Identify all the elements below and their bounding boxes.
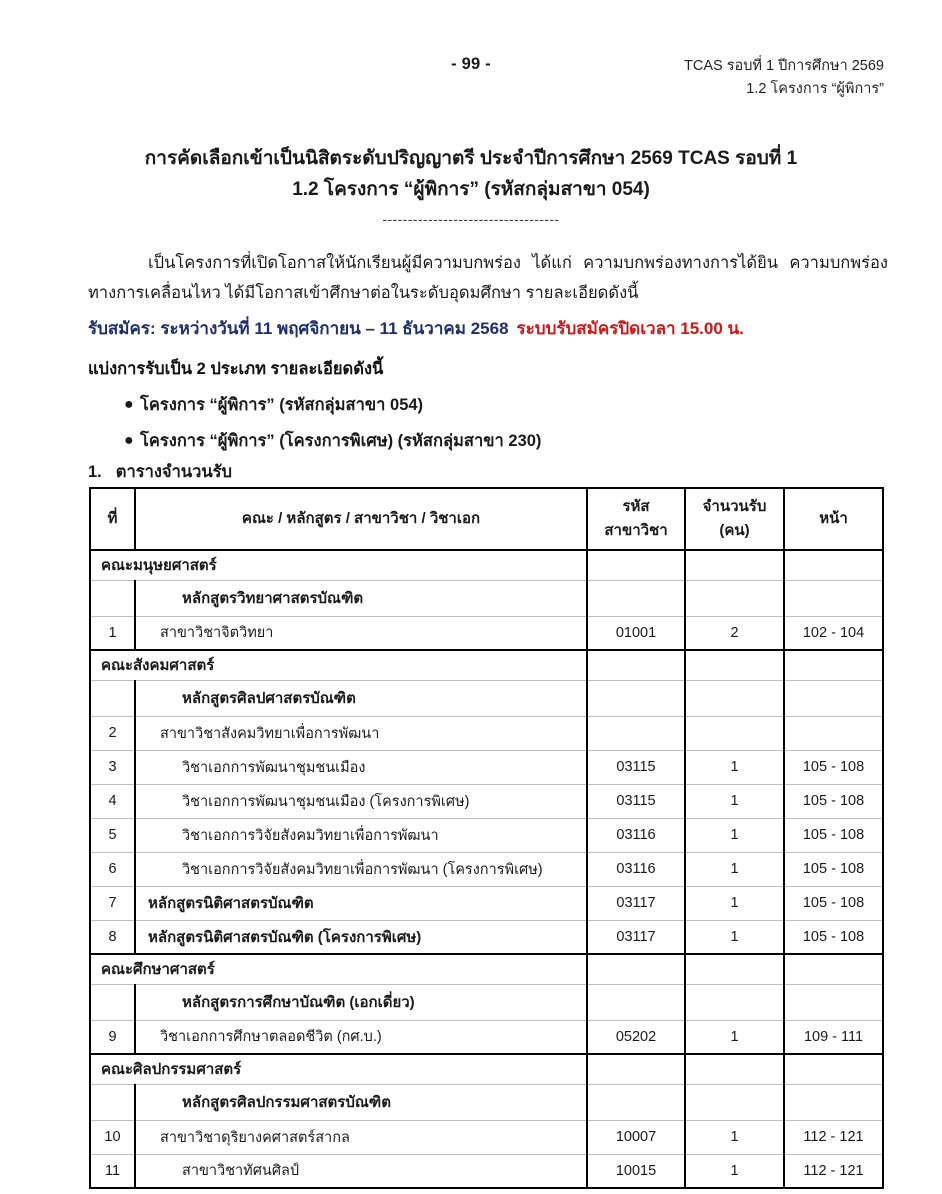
table-cell-name: หลักสูตรการศึกษาบัณฑิต (เอกเดี่ยว) bbox=[135, 984, 587, 1020]
page-number: - 99 - bbox=[451, 55, 491, 73]
column-header-code-line1: รหัส bbox=[622, 498, 650, 515]
column-header-code bbox=[587, 488, 685, 550]
table-row bbox=[90, 886, 883, 920]
table-cell-code bbox=[587, 1054, 685, 1084]
table-cell-code: 03117 bbox=[587, 886, 685, 920]
table-cell-page: 102 - 104 bbox=[784, 616, 883, 650]
table-row bbox=[90, 716, 883, 750]
quota-table bbox=[89, 487, 884, 1189]
table-cell-seats: 1 bbox=[685, 784, 784, 818]
table-cell-seats: 1 bbox=[685, 818, 784, 852]
list-item bbox=[88, 390, 888, 420]
running-header-right bbox=[684, 55, 884, 101]
table-cell-name: หลักสูตรนิติศาสตรบัณฑิต bbox=[135, 886, 587, 920]
table-cell-name: วิชาเอกการวิจัยสังคมวิทยาเพื่อการพัฒนา (โครงการพิเศษ) bbox=[135, 852, 587, 886]
table-cell-page bbox=[784, 954, 883, 984]
table-cell-name: วิชาเอกการพัฒนาชุมชนเมือง (โครงการพิเศษ) bbox=[135, 784, 587, 818]
table-cell-no: 11 bbox=[90, 1154, 135, 1188]
table-cell-code bbox=[587, 580, 685, 616]
list-item bbox=[88, 426, 888, 456]
table-row bbox=[90, 852, 883, 886]
table-cell-page: 105 - 108 bbox=[784, 818, 883, 852]
table-row bbox=[90, 680, 883, 716]
table-cell-code bbox=[587, 984, 685, 1020]
table-cell-seats bbox=[685, 550, 784, 580]
registration-close-time: ระบบรับสมัครปิดเวลา 15.00 น. bbox=[516, 319, 744, 338]
table-row bbox=[90, 550, 883, 580]
table-cell-code: 10007 bbox=[587, 1120, 685, 1154]
table-cell-page bbox=[784, 1084, 883, 1120]
table-header-row bbox=[90, 488, 883, 550]
column-header-code-line2: สาขาวิชา bbox=[604, 522, 668, 539]
table-cell-seats bbox=[685, 680, 784, 716]
table-cell-page: 112 - 121 bbox=[784, 1154, 883, 1188]
faculty-name-cell: คณะศิลปกรรมศาสตร์ bbox=[90, 1054, 587, 1084]
table-cell-name: หลักสูตรศิลปศาสตรบัณฑิต bbox=[135, 680, 587, 716]
table-cell-page: 105 - 108 bbox=[784, 920, 883, 954]
table-cell-seats: 1 bbox=[685, 1154, 784, 1188]
table-cell-page bbox=[784, 550, 883, 580]
table-cell-no: 4 bbox=[90, 784, 135, 818]
document-title bbox=[0, 143, 942, 205]
table-cell-seats bbox=[685, 1084, 784, 1120]
running-header-line1: TCAS รอบที่ 1 ปีการศึกษา 2569 bbox=[684, 58, 884, 74]
table-cell-no: 2 bbox=[90, 716, 135, 750]
table-cell-no bbox=[90, 1084, 135, 1120]
table-cell-no: 7 bbox=[90, 886, 135, 920]
column-header-page: หน้า bbox=[784, 488, 883, 550]
table-header bbox=[90, 488, 883, 550]
column-header-seats-line2: (คน) bbox=[719, 522, 750, 539]
table-row bbox=[90, 1084, 883, 1120]
faculty-name-cell: คณะมนุษยศาสตร์ bbox=[90, 550, 587, 580]
table-cell-code: 10015 bbox=[587, 1154, 685, 1188]
table-cell-page bbox=[784, 716, 883, 750]
table-cell-code: 03116 bbox=[587, 818, 685, 852]
table-cell-name: สาขาวิชาทัศนศิลป์ bbox=[135, 1154, 587, 1188]
bullet-icon: ● bbox=[124, 396, 134, 413]
table-cell-no: 3 bbox=[90, 750, 135, 784]
faculty-name-cell: คณะสังคมศาสตร์ bbox=[90, 650, 587, 680]
table-row bbox=[90, 580, 883, 616]
body-content bbox=[88, 248, 888, 462]
table-cell-no: 10 bbox=[90, 1120, 135, 1154]
table-cell-page: 109 - 111 bbox=[784, 1020, 883, 1054]
table-cell-name: หลักสูตรนิติศาสตรบัณฑิต (โครงการพิเศษ) bbox=[135, 920, 587, 954]
table-cell-no bbox=[90, 580, 135, 616]
table-row bbox=[90, 920, 883, 954]
faculty-name-cell: คณะศึกษาศาสตร์ bbox=[90, 954, 587, 984]
split-types-line: แบ่งการรับเป็น 2 ประเภท รายละเอียดดังนี้ bbox=[88, 360, 384, 378]
list-item-label: โครงการ “ผู้พิการ” (โครงการพิเศษ) (รหัสกลุ่มสาขา 230) bbox=[140, 432, 542, 450]
table-cell-code bbox=[587, 954, 685, 984]
table-cell-seats: 1 bbox=[685, 1120, 784, 1154]
table-cell-code: 03117 bbox=[587, 920, 685, 954]
table-cell-seats bbox=[685, 716, 784, 750]
table-cell-seats bbox=[685, 650, 784, 680]
table-cell-name: วิชาเอกการศึกษาตลอดชีวิต (กศ.บ.) bbox=[135, 1020, 587, 1054]
table-cell-name: สาขาวิชาดุริยางคศาสตร์สากล bbox=[135, 1120, 587, 1154]
table-row bbox=[90, 1120, 883, 1154]
intro-paragraph: เป็นโครงการที่เปิดโอกาสให้นักเรียนผู้มีความบกพร่อง ได้แก่ ความบกพร่องทางการได้ยิน ความบกพร่องทางการเคลื่อนไหว ได้มีโอกาสเข้าศึกษาต่อในระดับอุดมศึกษา รายละเอียดดังนี้ bbox=[88, 254, 888, 302]
table-cell-no: 5 bbox=[90, 818, 135, 852]
table-cell-seats bbox=[685, 1054, 784, 1084]
table-cell-code bbox=[587, 1084, 685, 1120]
program-type-list bbox=[88, 390, 888, 456]
table-cell-page bbox=[784, 1054, 883, 1084]
table-cell-page bbox=[784, 984, 883, 1020]
table-cell-page: 105 - 108 bbox=[784, 852, 883, 886]
table-cell-no: 9 bbox=[90, 1020, 135, 1054]
table-row bbox=[90, 1020, 883, 1054]
list-item-label: โครงการ “ผู้พิการ” (รหัสกลุ่มสาขา 054) bbox=[140, 396, 424, 414]
table-cell-code bbox=[587, 650, 685, 680]
table-cell-name: หลักสูตรศิลปกรรมศาสตรบัณฑิต bbox=[135, 1084, 587, 1120]
running-header bbox=[0, 55, 942, 107]
table-cell-page: 105 - 108 bbox=[784, 750, 883, 784]
table-cell-page bbox=[784, 650, 883, 680]
table-cell-page bbox=[784, 580, 883, 616]
table-cell-name: สาขาวิชาสังคมวิทยาเพื่อการพัฒนา bbox=[135, 716, 587, 750]
table-cell-seats: 1 bbox=[685, 1020, 784, 1054]
table-cell-seats: 2 bbox=[685, 616, 784, 650]
table-row bbox=[90, 750, 883, 784]
table-cell-name: หลักสูตรวิทยาศาสตรบัณฑิต bbox=[135, 580, 587, 616]
table-body bbox=[90, 550, 883, 1188]
table-row bbox=[90, 954, 883, 984]
table-cell-code bbox=[587, 716, 685, 750]
table-cell-seats: 1 bbox=[685, 920, 784, 954]
section-heading bbox=[88, 459, 232, 485]
table-cell-name: วิชาเอกการวิจัยสังคมวิทยาเพื่อการพัฒนา bbox=[135, 818, 587, 852]
table-cell-code bbox=[587, 550, 685, 580]
document-title-line2: 1.2 โครงการ “ผู้พิการ” (รหัสกลุ่มสาขา 054) bbox=[292, 179, 650, 200]
running-header-line2: 1.2 โครงการ “ผู้พิการ” bbox=[746, 81, 884, 97]
table-cell-name: วิชาเอกการพัฒนาชุมชนเมือง bbox=[135, 750, 587, 784]
table-cell-code: 01001 bbox=[587, 616, 685, 650]
table-cell-name: สาขาวิชาจิตวิทยา bbox=[135, 616, 587, 650]
registration-line bbox=[88, 314, 888, 344]
column-header-seats bbox=[685, 488, 784, 550]
table-cell-page: 105 - 108 bbox=[784, 784, 883, 818]
registration-dates: รับสมัคร: ระหว่างวันที่ 11 พฤศจิกายน – 11 ธันวาคม 2568 bbox=[88, 319, 509, 338]
table-row bbox=[90, 784, 883, 818]
table-row bbox=[90, 1054, 883, 1084]
table-row bbox=[90, 984, 883, 1020]
bullet-icon: ● bbox=[124, 432, 134, 449]
table-cell-page bbox=[784, 680, 883, 716]
table-cell-no: 6 bbox=[90, 852, 135, 886]
table-cell-no: 8 bbox=[90, 920, 135, 954]
table-cell-code: 03115 bbox=[587, 784, 685, 818]
table-cell-seats bbox=[685, 984, 784, 1020]
section-label: ตารางจำนวนรับ bbox=[115, 463, 233, 481]
table-cell-page: 105 - 108 bbox=[784, 886, 883, 920]
table-cell-no: 1 bbox=[90, 616, 135, 650]
table-cell-code: 05202 bbox=[587, 1020, 685, 1054]
document-title-line1: การคัดเลือกเข้าเป็นนิสิตระดับปริญญาตรี ประจำปีการศึกษา 2569 TCAS รอบที่ 1 bbox=[144, 148, 798, 169]
table-cell-seats: 1 bbox=[685, 750, 784, 784]
table-cell-code: 03115 bbox=[587, 750, 685, 784]
table-cell-seats: 1 bbox=[685, 886, 784, 920]
table-cell-page: 112 - 121 bbox=[784, 1120, 883, 1154]
table-row bbox=[90, 650, 883, 680]
table-cell-code bbox=[587, 680, 685, 716]
column-header-name: คณะ / หลักสูตร / สาขาวิชา / วิชาเอก bbox=[135, 488, 587, 550]
table-row bbox=[90, 818, 883, 852]
table-row bbox=[90, 616, 883, 650]
title-separator: ----------------------------------- bbox=[382, 211, 560, 227]
section-number: 1. bbox=[88, 463, 102, 481]
table-cell-no bbox=[90, 984, 135, 1020]
column-header-no: ที่ bbox=[90, 488, 135, 550]
table-cell-code: 03116 bbox=[587, 852, 685, 886]
column-header-seats-line1: จำนวนรับ bbox=[702, 498, 767, 515]
table-cell-seats bbox=[685, 954, 784, 984]
table-cell-seats bbox=[685, 580, 784, 616]
table-row bbox=[90, 1154, 883, 1188]
table-cell-seats: 1 bbox=[685, 852, 784, 886]
table-cell-no bbox=[90, 680, 135, 716]
